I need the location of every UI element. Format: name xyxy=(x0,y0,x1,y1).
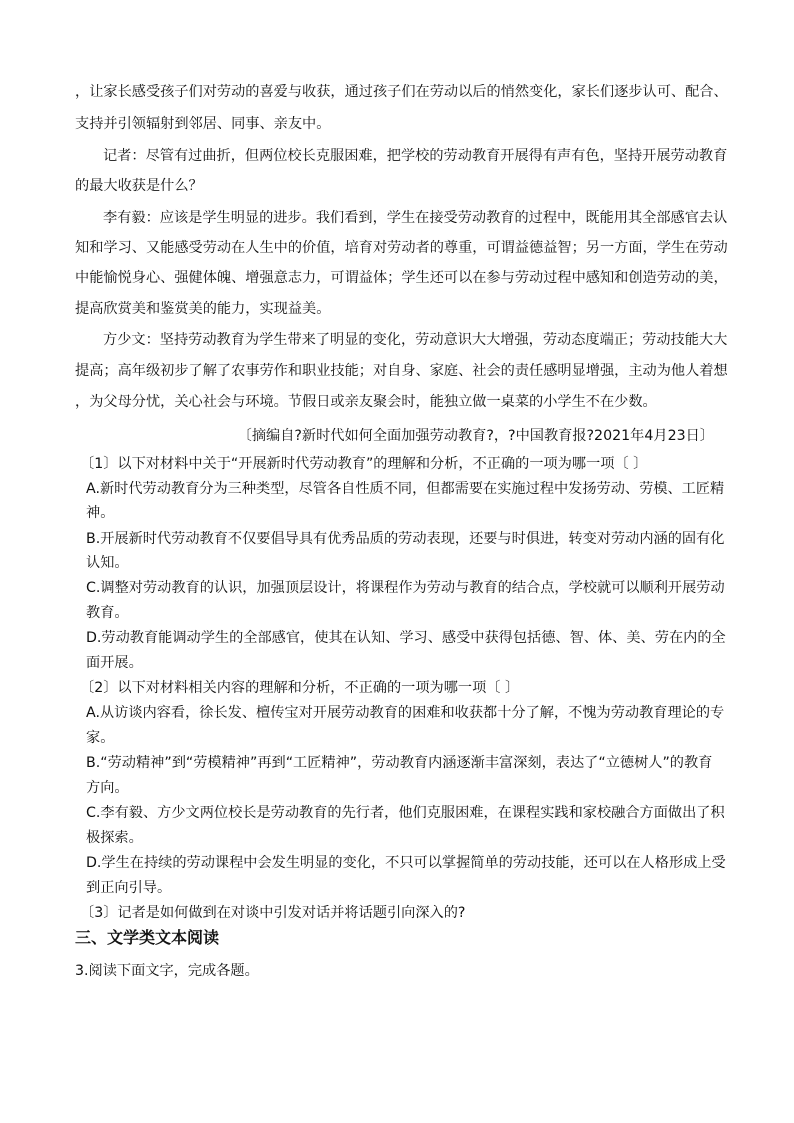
paragraph-line: 支持并引领辐射到邻居、同事、亲友中。 xyxy=(75,116,331,132)
section-instruction: 3.阅读下面文字，完成各题。 xyxy=(75,963,259,979)
question-1-option-a: A.新时代劳动教育分为三种类型，尽管各自性质不同，但都需要在实施过程中发扬劳动、劳模、工匠精 xyxy=(86,481,725,497)
paragraph-line: 知和学习、又能感受劳动在人生中的价值，培育对劳动者的尊重，可谓益德益智；另一方面，学生在劳动 xyxy=(75,240,728,256)
question-3-stem: 〔3〕记者是如何做到在对谈中引发对话并将话题引向深入的? xyxy=(80,905,466,921)
section-heading: 三、文学类文本阅读 xyxy=(75,928,220,947)
question-2-stem: 〔2〕以下对材料相关内容的理解和分析，不正确的一项为哪一项〔 〕 xyxy=(80,680,520,696)
question-2-option-a: A.从访谈内容看，徐长发、檀传宝对开展劳动教育的困难和收获都十分了解，不愧为劳动教育理论的专 xyxy=(86,705,725,721)
paragraph-line: 中能愉悦身心、强健体魄、增强意志力，可谓益体；学生还可以在参与劳动过程中感知和创造劳动的美， xyxy=(75,270,728,286)
question-2-option-d-cont: 到正向引导。 xyxy=(86,880,172,896)
question-2-option-c: C.李有毅、方少文两位校长是劳动教育的先行者，他们克服困难，在课程实践和家校融合方面做出了积 xyxy=(86,805,725,821)
question-2-option-b-cont: 方向。 xyxy=(86,780,129,796)
paragraph-line: 记者：尽管有过曲折，但两位校长克服困难，把学校的劳动教育开展得有声有色，坚持开展劳动教育 xyxy=(103,148,728,164)
question-1-option-a-cont: 神。 xyxy=(86,505,115,521)
question-2-option-d: D.学生在持续的劳动课程中会发生明显的变化，不只可以掌握简单的劳动技能，还可以在人格形成上受 xyxy=(86,855,726,871)
paragraph-line: 方少文：坚持劳动教育为学生带来了明显的变化，劳动意识大大增强，劳动态度端正；劳动技能大大 xyxy=(103,332,728,348)
paragraph-line: 提高；高年级初步了解了农事劳作和职业技能；对自身、家庭、社会的责任感明显增强，主动为他人着想 xyxy=(75,363,728,379)
paragraph-line: 李有毅：应该是学生明显的进步。我们看到，学生在接受劳动教育的过程中，既能用其全部感官去认 xyxy=(103,210,728,226)
question-2-option-b: B.“劳动精神”到“劳模精神”再到“工匠精神”，劳动教育内涵逐渐丰富深刻，表达了“立德树人”的教育 xyxy=(86,755,713,771)
question-1-stem: 〔1〕以下对材料中关于“开展新时代劳动教育”的理解和分析，不正确的一项为哪一项〔 〕 xyxy=(80,456,648,472)
paragraph-line: 的最大收获是什么？ xyxy=(75,178,203,194)
question-1-option-d-cont: 面开展。 xyxy=(86,655,143,671)
question-1-option-c-cont: 教育。 xyxy=(86,605,129,621)
paragraph-line: ，为父母分忧，关心社会与环境。节假日或亲友聚会时，能独立做一桌菜的小学生不在少数。 xyxy=(75,394,657,410)
paragraph-line: 提高欣赏美和鉴赏美的能力，实现益美。 xyxy=(75,301,331,317)
question-1-option-b: B.开展新时代劳动教育不仅要倡导具有优秀品质的劳动表现，还要与时俱进，转变对劳动内涵的固有化 xyxy=(86,531,725,547)
paragraph-line: ，让家长感受孩子们对劳动的喜爱与收获，通过孩子们在劳动以后的悄然变化，家长们逐步认可、配合、 xyxy=(75,84,728,100)
question-1-option-c: C.调整对劳动教育的认识，加强顶层设计，将课程作为劳动与教育的结合点，学校就可以顺利开展劳动 xyxy=(86,580,725,596)
source-citation: 〔摘编自?新时代如何全面加强劳动教育?，?中国教育报?2021年4月23日〕 xyxy=(237,428,714,444)
question-2-option-c-cont: 极探索。 xyxy=(86,830,143,846)
question-1-option-b-cont: 认知。 xyxy=(86,555,129,571)
question-1-option-d: D.劳动教育能调动学生的全部感官，使其在认知、学习、感受中获得包括德、智、体、美、劳在内的全 xyxy=(86,630,726,646)
question-2-option-a-cont: 家。 xyxy=(86,730,115,746)
